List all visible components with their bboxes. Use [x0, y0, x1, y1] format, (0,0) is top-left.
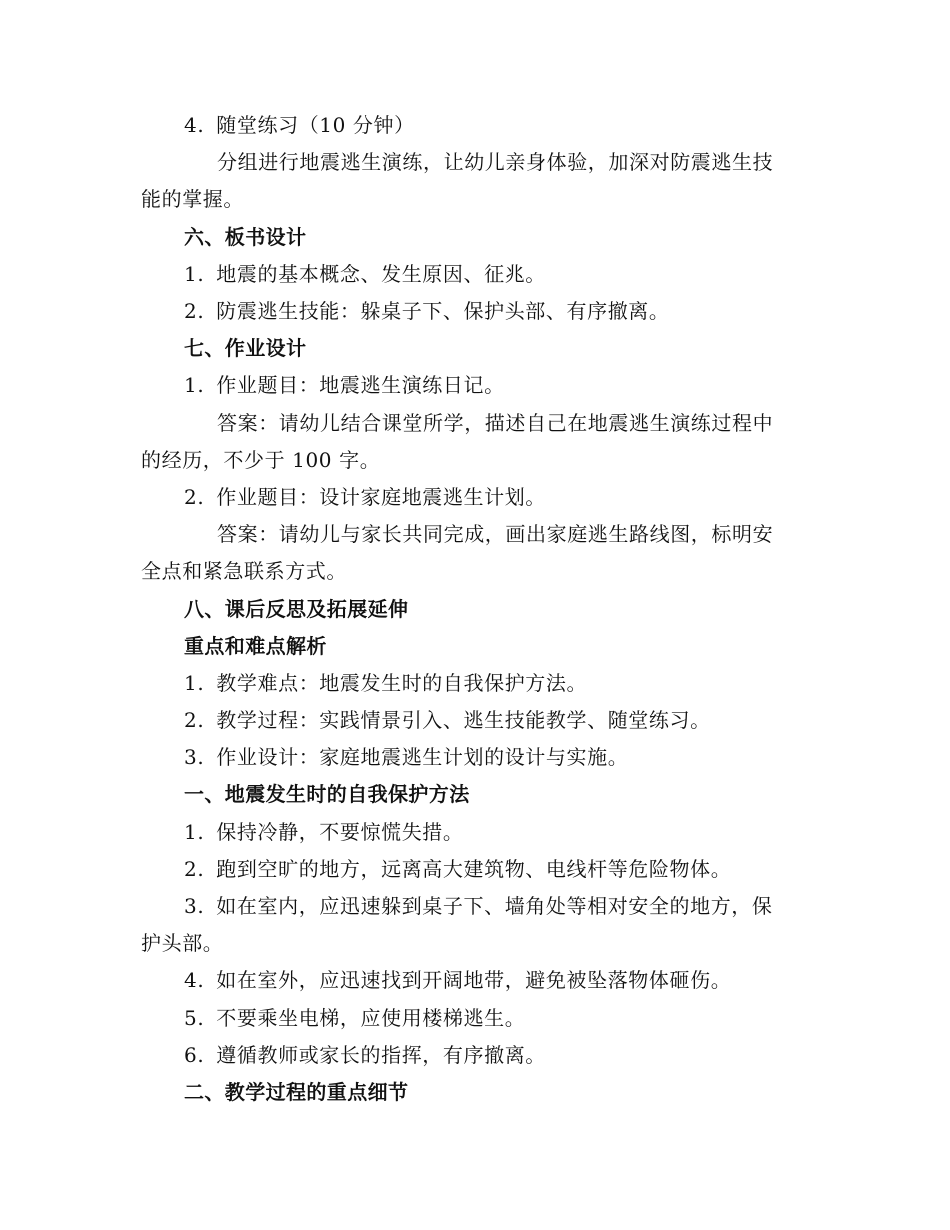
list-item	[141, 256, 806, 293]
item-number: 6.	[184, 1042, 205, 1067]
paragraph-line	[141, 888, 806, 925]
item-number: 1.	[184, 670, 205, 695]
list-item	[141, 367, 806, 404]
paragraph-line: 答案：请幼儿结合课堂所学，描述自己在地震逃生演练过程中	[217, 410, 774, 435]
paragraph-line: 分组进行地震逃生演练，让幼儿亲身体验，加深对防震逃生技	[217, 150, 774, 175]
item-number: 2.	[184, 298, 205, 323]
paragraph-line: 全点和紧急联系方式。	[141, 559, 347, 584]
list-item	[141, 479, 806, 516]
list-item	[141, 1000, 806, 1037]
list-item	[141, 851, 806, 888]
item-number: 1.	[184, 373, 205, 398]
document-body	[141, 107, 806, 1111]
paragraph-line: 的经历，不少于 100 字。	[141, 447, 381, 472]
list-item	[141, 107, 806, 144]
section-heading: 一、地震发生时的自我保护方法	[184, 782, 470, 807]
item-number: 2.	[184, 856, 205, 881]
item-text: 如在室内，应迅速躲到桌子下、墙角处等相对安全的地方，保	[216, 894, 773, 919]
section-heading: 六、板书设计	[184, 224, 307, 249]
item-number: 2.	[184, 484, 205, 509]
item-text: 地震的基本概念、发生原因、征兆。	[216, 261, 546, 286]
list-item	[141, 962, 806, 999]
paragraph	[141, 144, 806, 218]
item-text: 作业题目：地震逃生演练日记。	[216, 373, 505, 398]
item-number: 3.	[184, 745, 205, 770]
paragraph	[141, 516, 806, 590]
item-text: 不要乘坐电梯，应使用楼梯逃生。	[216, 1005, 526, 1030]
item-number: 4.	[184, 968, 205, 993]
item-text: 教学过程：实践情景引入、逃生技能教学、随堂练习。	[216, 708, 711, 733]
item-number: 5.	[184, 1005, 205, 1030]
list-item	[141, 739, 806, 776]
section-heading: 七、作业设计	[184, 336, 307, 361]
list-item	[141, 293, 806, 330]
section-heading: 八、课后反思及拓展延伸	[184, 596, 409, 621]
item-text: 作业设计：家庭地震逃生计划的设计与实施。	[216, 745, 629, 770]
item-text: 遵循教师或家长的指挥，有序撤离。	[216, 1042, 546, 1067]
item-number: 1.	[184, 261, 205, 286]
list-item	[141, 1037, 806, 1074]
item-text: 如在室外，应迅速找到开阔地带，避免被坠落物体砸伤。	[216, 968, 732, 993]
list-item	[141, 814, 806, 851]
paragraph-line: 护头部。	[141, 931, 224, 956]
item-text: 随堂练习（10 分钟）	[216, 113, 415, 137]
list-item	[141, 665, 806, 702]
item-number: 4.	[184, 113, 205, 137]
subsection-heading: 重点和难点解析	[184, 633, 327, 658]
paragraph	[141, 405, 806, 479]
item-text: 保持冷静，不要惊慌失措。	[216, 819, 464, 844]
item-text: 教学难点：地震发生时的自我保护方法。	[216, 670, 588, 695]
item-text: 跑到空旷的地方，远离高大建筑物、电线杆等危险物体。	[216, 856, 732, 881]
list-item	[141, 888, 806, 962]
item-text: 作业题目：设计家庭地震逃生计划。	[216, 484, 546, 509]
item-text: 防震逃生技能：躲桌子下、保护头部、有序撤离。	[216, 298, 670, 323]
paragraph-line: 答案：请幼儿与家长共同完成，画出家庭逃生路线图，标明安	[217, 522, 774, 547]
item-number: 2.	[184, 708, 205, 733]
item-number: 3.	[184, 894, 205, 919]
section-heading: 二、教学过程的重点细节	[184, 1080, 409, 1104]
paragraph-line: 能的掌握。	[141, 187, 244, 212]
list-item	[141, 702, 806, 739]
item-number: 1.	[184, 819, 205, 844]
